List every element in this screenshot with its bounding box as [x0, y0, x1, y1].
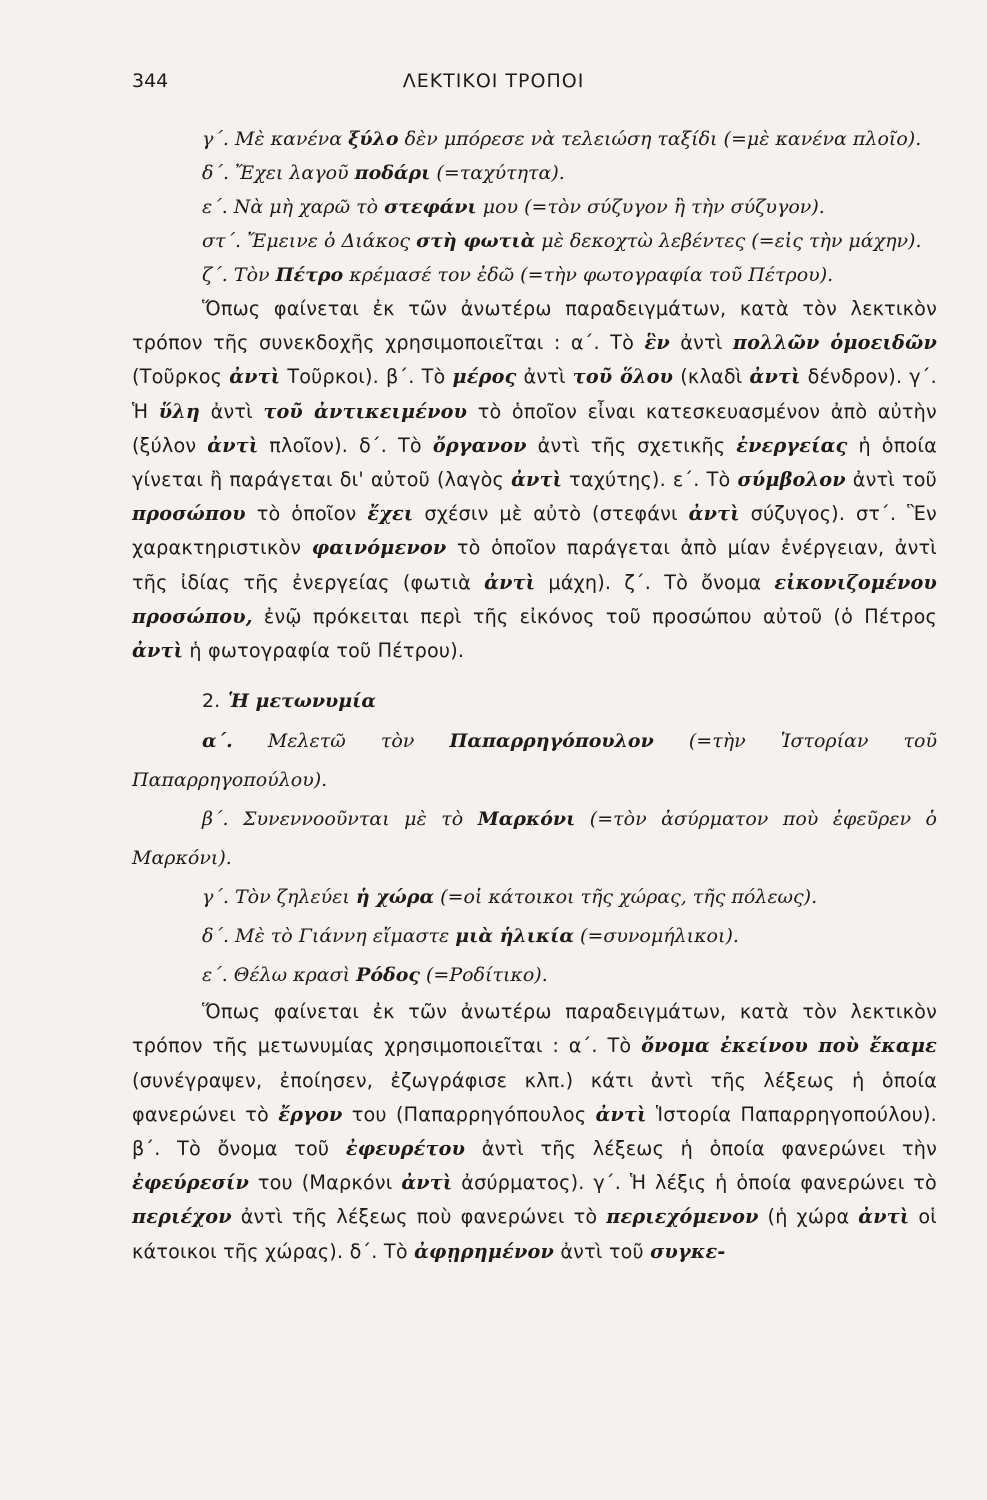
example-epsilon: ε΄. Νὰ μὴ χαρῶ τὸ στεφάνι μου (=τὸν σύζυγον ἢ τὴν σύζυγον).: [202, 196, 825, 218]
metonymy-example-epsilon: ε΄. Θέλω κρασὶ Ρόδος (=Ροδίτικο).: [202, 964, 548, 987]
running-head: ΛΕΚΤΙΚΟΙ ΤΡΟΠΟΙ: [402, 70, 585, 92]
example-stigma: στ΄. Ἔμεινε ὁ Διάκος στὴ φωτιὰ μὲ δεκοχτὼ λεβέντες (=εἰς τὴν μάχην).: [202, 230, 922, 252]
metonymy-example-gamma: γ΄. Τὸν ζηλεύει ἡ χώρα (=οἱ κάτοικοι τῆς χώρας, τῆς πόλεως).: [202, 886, 818, 909]
metonymy-example-alpha: α΄. Μελετῶ τὸν Παπαρρηγόπουλον (=τὴν Ἱστορίαν τοῦ Παπαρρηγοπούλου).: [132, 730, 937, 792]
synecdoche-explanation: Ὅπως φαίνεται ἐκ τῶν ἀνωτέρω παραδειγμάτων, κατὰ τὸν λεκτικὸν τρόπον τῆς συνεκδοχῆς χρησιμοποιεῖται : α΄. Τὸ ἓν ἀντὶ πολλῶν ὁμοειδῶν (Τοῦρκος ἀντὶ Τοῦρκοι). β΄. Τὸ μέρος ἀντὶ τοῦ ὅλου (κλαδὶ ἀντὶ δένδρον). γ΄. Ἡ ὕλη ἀντὶ τοῦ ἀντικειμένου τὸ ὁποῖον εἶναι κατεσκευασμένον ἀπὸ αὐτὴν (ξύλον ἀντὶ πλοῖον). δ΄. Τὸ ὄργανον ἀντὶ τῆς σχετικῆς ἐνεργείας ἡ ὁποία γίνεται ἢ παράγεται δι' αὐτοῦ (λαγὸς ἀντὶ ταχύτης). ε΄. Τὸ σύμβολον ἀντὶ τοῦ προσώπου τὸ ὁποῖον ἔχει σχέσιν μὲ αὐτὸ (στεφάνι ἀντὶ σύζυγος). στ΄. Ἓν χαρακτηριστικὸν φαινόμενον τὸ ὁποῖον παράγεται ἀπὸ μίαν ἐνέργειαν, ἀντὶ τῆς ἰδίας τῆς ἐνεργείας (φωτιὰ ἀντὶ μάχη). ζ΄. Τὸ ὄνομα εἰκονιζομένου προσώπου, ἐνῷ πρόκειται περὶ τῆς εἰκόνος τοῦ προσώπου αὐτοῦ (ὁ Πέτρος ἀντὶ ἡ φωτογραφία τοῦ Πέτρου).: [132, 297, 937, 663]
example-gamma: γ΄. Μὲ κανένα ξύλο δὲν μπόρεσε νὰ τελειώση ταξίδι (=μὲ κανένα πλοῖο).: [202, 128, 922, 150]
metonymy-example-beta: β΄. Συνεννοοῦνται μὲ τὸ Μαρκόνι (=τὸν ἀσύρματον ποὺ ἐφεῦρεν ὁ Μαρκόνι).: [132, 808, 937, 870]
section-title: Ἡ μετωνυμία: [228, 690, 376, 713]
metonymy-example-delta: δ΄. Μὲ τὸ Γιάννη εἴμαστε μιὰ ἡλικία (=συνομήλικοι).: [202, 925, 739, 948]
page-header: [0, 70, 987, 104]
section-heading: [202, 684, 937, 718]
example-zeta: ζ΄. Τὸν Πέτρο κρέμασέ τον ἐδῶ (=τὴν φωτογραφία τοῦ Πέτρου).: [202, 264, 834, 286]
section-number: 2.: [202, 690, 221, 713]
metonymy-explanation: Ὅπως φαίνεται ἐκ τῶν ἀνωτέρω παραδειγμάτων, κατὰ τὸν λεκτικὸν τρόπον τῆς μετωνυμίας χρησιμοποιεῖται : α΄. Τὸ ὄνομα ἐκείνου ποὺ ἔκαμε (συνέγραψεν, ἐποίησεν, ἐζωγράφισε κλπ.) κάτι ἀντὶ τῆς λέξεως ἡ ὁποία φανερώνει τὸ ἔργον του (Παπαρρηγόπουλος ἀντὶ Ἱστορία Παπαρρηγοπούλου). β΄. Τὸ ὄνομα τοῦ ἐφευρέτου ἀντὶ τῆς λέξεως ἡ ὁποία φανερώνει τὴν ἐφεύρεσίν του (Μαρκόνι ἀντὶ ἀσύρματος). γ΄. Ἡ λέξις ἡ ὁποία φανερώνει τὸ περιέχον ἀντὶ τῆς λέξεως ποὺ φανερώνει τὸ περιεχόμενον (ἡ χώρα ἀντὶ οἱ κάτοικοι τῆς χώρας). δ΄. Τὸ ἀφῃρημένον ἀντὶ τοῦ συγκε-: [132, 1000, 938, 1263]
page-content: [132, 122, 937, 1269]
page-number: 344: [132, 70, 169, 92]
example-delta: δ΄. Ἔχει λαγοῦ ποδάρι (=ταχύτητα).: [202, 162, 565, 184]
